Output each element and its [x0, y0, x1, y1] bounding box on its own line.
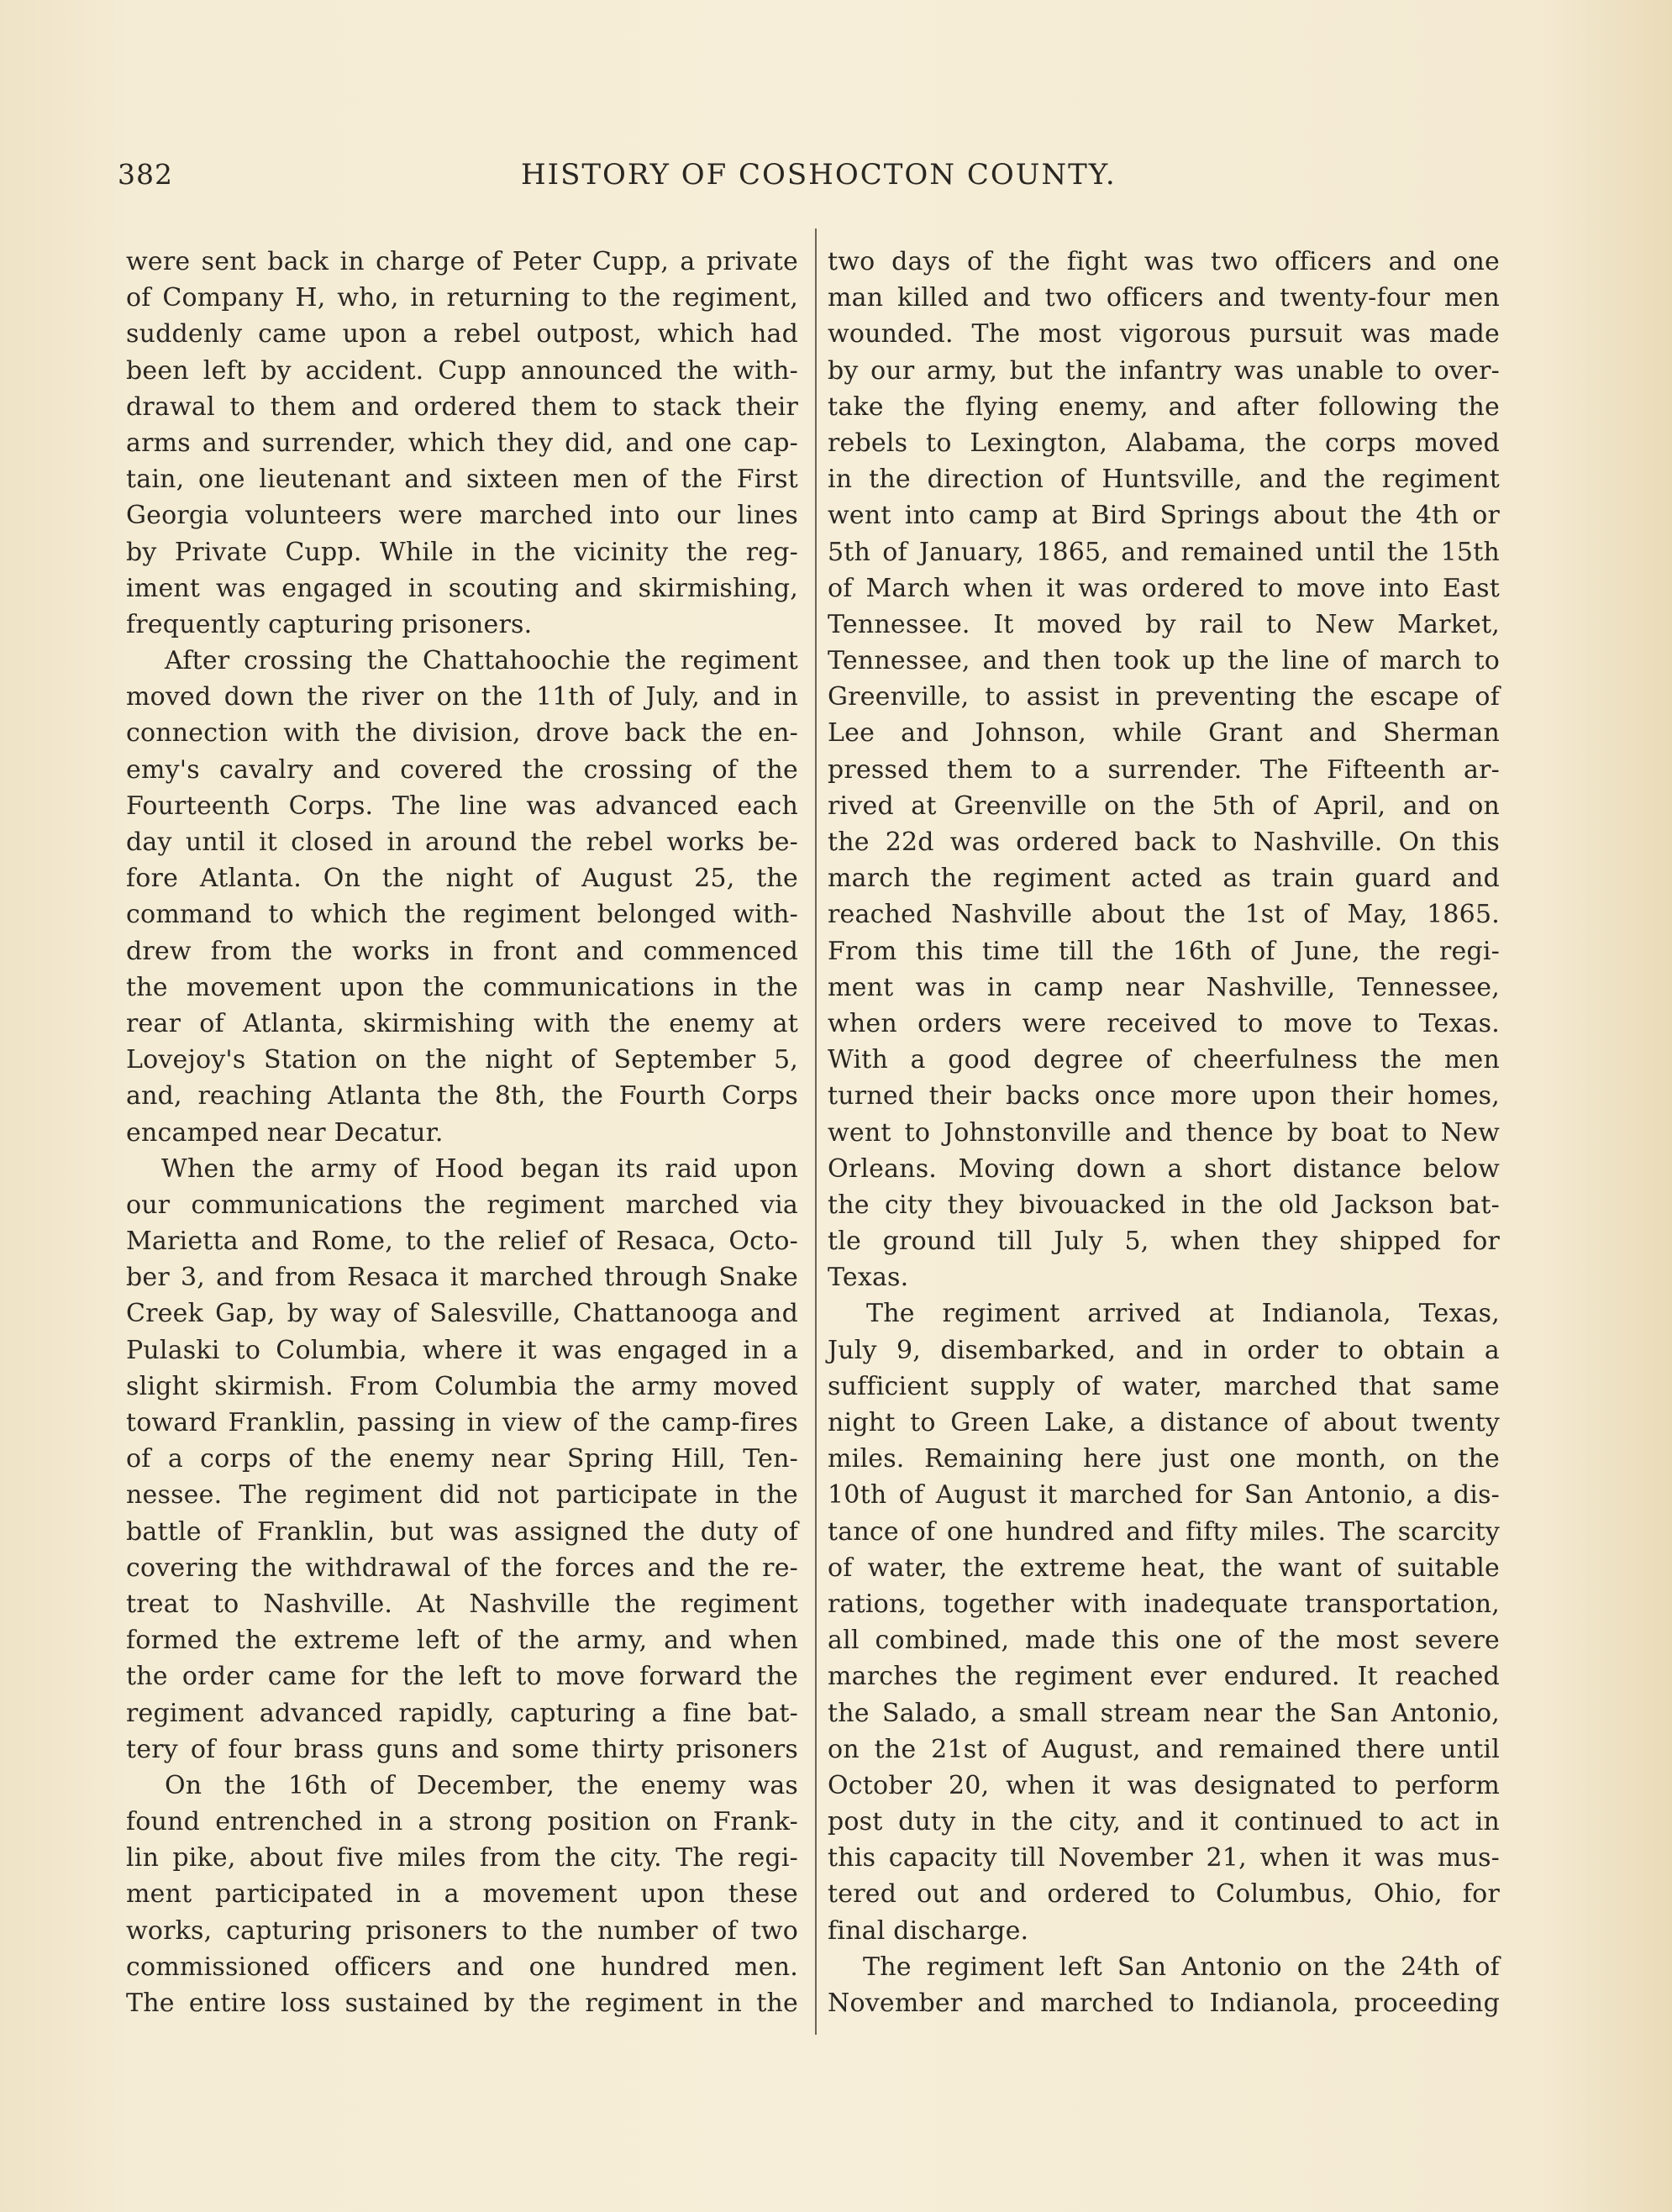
text-line: ment participated in a movement upon these [126, 1879, 798, 1910]
text-line: post duty in the city, and it continued to act in [828, 1807, 1500, 1837]
text-line: Fourteenth Corps. The line was advanced each [126, 791, 798, 821]
text-line: tery of four brass guns and some thirty prisoners [126, 1734, 798, 1764]
text-line: lin pike, about five miles from the city. The regi- [126, 1843, 798, 1873]
text-line: covering the withdrawal of the forces and the re- [126, 1553, 798, 1583]
text-line: Creek Gap, by way of Salesville, Chattanooga and [126, 1299, 798, 1329]
text-line: marches the regiment ever endured. It reached [828, 1662, 1500, 1692]
text-line: drew from the works in front and commenced [126, 936, 798, 966]
text-line: take the flying enemy, and after following the [828, 391, 1500, 422]
text-line: found entrenched in a strong position on Frank- [126, 1807, 798, 1837]
text-line: ment was in camp near Nashville, Tennessee, [828, 972, 1500, 1002]
text-line: 10th of August it marched for San Antonio, a dis- [828, 1480, 1500, 1511]
text-line: in the direction of Huntsville, and the regiment [828, 465, 1500, 495]
text-line: two days of the fight was two officers and one [828, 247, 1500, 276]
text-line: rebels to Lexington, Alabama, the corps moved [828, 428, 1500, 458]
text-line: battle of Franklin, but was assigned the duty of [126, 1516, 798, 1547]
text-line: With a good degree of cheerfulness the men [828, 1045, 1500, 1075]
text-line: rations, together with inadequate transportation, [828, 1589, 1500, 1619]
text-line: July 9, disembarked, and in order to obtain a [828, 1335, 1500, 1365]
text-line: works, capturing prisoners to the number of two [126, 1915, 798, 1946]
text-line: 5th of January, 1865, and remained until the 15th [828, 537, 1500, 567]
text-line: On the 16th of December, the enemy was [165, 1770, 798, 1800]
text-line: From this time till the 16th of June, the regi- [828, 936, 1500, 966]
text-line: miles. Remaining here just one month, on the [828, 1444, 1500, 1474]
text-line: emy's cavalry and covered the crossing of the [126, 754, 798, 785]
text-line: tle ground till July 5, when they shipped for [828, 1227, 1500, 1257]
text-line: and, reaching Atlanta the 8th, the Fourth Corps [126, 1081, 798, 1111]
text-line: night to Green Lake, a distance of about twenty [828, 1408, 1500, 1437]
text-line: day until it closed in around the rebel works be- [126, 828, 798, 857]
text-line: regiment advanced rapidly, capturing a fine bat- [126, 1698, 798, 1728]
text-line: by Private Cupp. While in the vicinity the reg- [126, 537, 798, 567]
text-line: commissioned officers and one hundred men. [126, 1952, 798, 1982]
text-line: wounded. The most vigorous pursuit was made [828, 319, 1500, 349]
text-line: rived at Greenville on the 5th of April, and on [828, 791, 1500, 821]
text-line: of water, the extreme heat, the want of suitable [828, 1553, 1500, 1583]
text-line: tered out and ordered to Columbus, Ohio, for [828, 1879, 1500, 1910]
text-line: the city they bivouacked in the old Jackson bat- [828, 1190, 1500, 1220]
text-line: man killed and two officers and twenty-four men [828, 283, 1500, 313]
text-line: Orleans. Moving down a short distance below [828, 1153, 1500, 1184]
text-line: all combined, made this one of the most severe [828, 1626, 1500, 1656]
text-line: Marietta and Rome, to the relief of Resaca, Octo- [126, 1227, 798, 1257]
text-line: Pulaski to Columbia, where it was engaged in a [126, 1335, 798, 1365]
text-line: November and marched to Indianola, proceeding [828, 1989, 1500, 2018]
text-line: toward Franklin, passing in view of the camp-fires [126, 1408, 798, 1437]
text-line: this capacity till November 21, when it was mus- [828, 1843, 1500, 1873]
text-line: of March when it was ordered to move into East [828, 573, 1500, 603]
text-line: by our army, but the infantry was unable to over- [828, 355, 1500, 386]
text-line: arms and surrender, which they did, and one cap- [126, 428, 798, 458]
text-line: pressed them to a surrender. The Fifteenth ar- [828, 754, 1500, 785]
text-line: frequently capturing prisoners. [126, 609, 533, 639]
text-line: the movement upon the communications in the [126, 972, 798, 1002]
text-line: The regiment left San Antonio on the 24th of [863, 1952, 1500, 1982]
text-line: were sent back in charge of Peter Cupp, a private [126, 247, 798, 276]
text-line: fore Atlanta. On the night of August 25, the [126, 864, 798, 894]
text-line: sufficient supply of water, marched that same [828, 1371, 1500, 1401]
text-line: when orders were received to move to Texas. [828, 1008, 1500, 1038]
text-line: Greenville, to assist in preventing the escape of [828, 682, 1500, 712]
text-line: the order came for the left to move forward the [126, 1662, 798, 1692]
text-line: The entire loss sustained by the regiment in the [126, 1989, 798, 2018]
text-line: nessee. The regiment did not participate in the [126, 1480, 798, 1511]
text-line: been left by accident. Cupp announced the with- [126, 355, 798, 386]
text-line: moved down the river on the 11th of July, and in [126, 682, 798, 712]
text-line: Georgia volunteers were marched into our lines [126, 501, 798, 531]
text-line: After crossing the Chattahoochie the regiment [165, 646, 798, 676]
text-line: October 20, when it was designated to perform [828, 1770, 1500, 1800]
text-line: command to which the regiment belonged with- [126, 900, 798, 930]
text-line: went to Johnstonville and thence by boat to New [828, 1117, 1500, 1148]
text-line: march the regiment acted as train guard and [828, 864, 1500, 894]
text-line: the Salado, a small stream near the San Antonio, [828, 1698, 1500, 1728]
right-column [828, 244, 1500, 2025]
text-line: treat to Nashville. At Nashville the regiment [126, 1589, 798, 1619]
running-title: HISTORY OF COSHOCTON COUNTY. [521, 158, 1117, 192]
text-line: Tennessee. It moved by rail to New Market, [828, 609, 1500, 639]
text-line: tain, one lieutenant and sixteen men of the First [126, 465, 798, 495]
text-line: formed the extreme left of the army, and when [126, 1626, 798, 1656]
text-line: When the army of Hood began its raid upon [161, 1153, 798, 1184]
text-line: drawal to them and ordered them to stack their [126, 391, 798, 422]
text-line: reached Nashville about the 1st of May, 1865. [828, 900, 1500, 930]
text-line: Texas. [828, 1263, 909, 1293]
text-line: ber 3, and from Resaca it marched through Snake [126, 1263, 798, 1293]
text-line: the 22d was ordered back to Nashville. On this [828, 828, 1500, 857]
text-line: of a corps of the enemy near Spring Hill, Ten- [126, 1444, 798, 1474]
text-line: iment was engaged in scouting and skirmishing, [126, 573, 798, 603]
text-line: Lovejoy's Station on the night of September 5, [126, 1045, 798, 1075]
page-number: 382 [118, 158, 173, 191]
left-column [126, 244, 798, 2025]
column-divider [815, 229, 817, 2035]
text-line: on the 21st of August, and remained there until [828, 1734, 1500, 1764]
text-line: our communications the regiment marched via [126, 1190, 798, 1220]
text-line: connection with the division, drove back the en- [126, 718, 798, 749]
text-line: suddenly came upon a rebel outpost, which had [126, 319, 798, 349]
page-header [118, 158, 1554, 198]
text-line: slight skirmish. From Columbia the army moved [126, 1371, 798, 1401]
text-line: final discharge. [828, 1915, 1029, 1946]
text-line: went into camp at Bird Springs about the 4th or [828, 501, 1500, 531]
text-line: Lee and Johnson, while Grant and Sherman [828, 718, 1500, 749]
text-line: tance of one hundred and fifty miles. The scarcity [828, 1516, 1500, 1547]
text-line: encamped near Decatur. [126, 1117, 444, 1148]
text-line: The regiment arrived at Indianola, Texas, [866, 1299, 1500, 1329]
text-line: turned their backs once more upon their homes, [828, 1081, 1500, 1111]
text-line: of Company H, who, in returning to the regiment, [126, 283, 798, 313]
text-line: Tennessee, and then took up the line of march to [828, 646, 1500, 676]
text-line: rear of Atlanta, skirmishing with the enemy at [126, 1008, 798, 1038]
